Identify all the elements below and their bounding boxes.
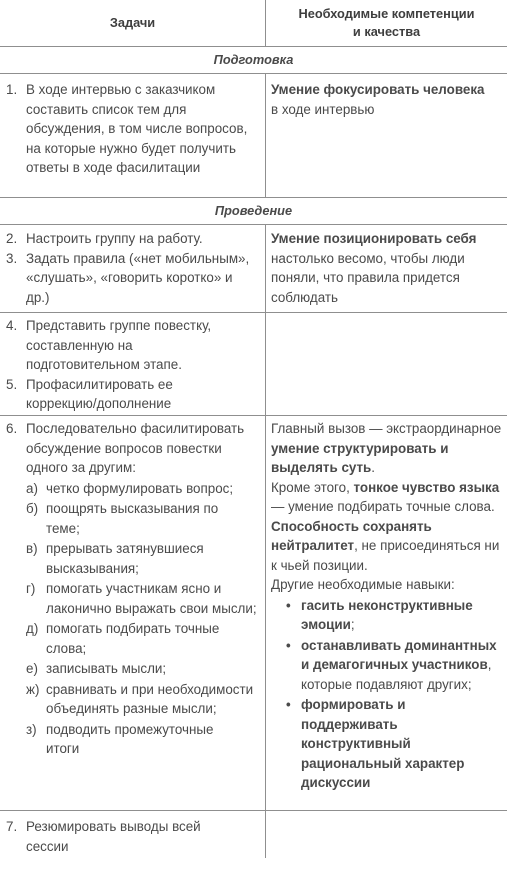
row2-tasks (6, 229, 256, 307)
task-item-7 (6, 817, 234, 856)
section-conduct: Проведение (0, 198, 507, 225)
skill-bold: останавливать доминантных и демагогичных участников (301, 637, 497, 672)
row-divider (0, 312, 507, 313)
task-item-3 (6, 249, 256, 308)
table-header (0, 0, 507, 47)
task-number: 7. (6, 819, 18, 834)
row4-tasks (6, 419, 262, 759)
row2-competencies (271, 229, 503, 307)
task-item-2 (6, 229, 256, 249)
task-text: Последовательно фасилитировать обсуждение вопросов повестки одного за другим: (26, 421, 245, 475)
subtask-letter: а) (26, 480, 38, 496)
text: Кроме этого, (271, 479, 354, 495)
text: Главный вызов — экстраординарное (271, 421, 502, 436)
row1-tasks (6, 80, 258, 178)
subtask-letter: ж) (26, 681, 40, 697)
subtask-text: записывать мысли; (46, 661, 167, 676)
subtask-text: прерывать затянувшиеся высказывания; (46, 541, 204, 576)
skill-bullet (271, 636, 505, 695)
subtask-letter: б) (26, 501, 39, 516)
competency-bold: тонкое чувство языка (353, 479, 500, 495)
header-competencies: Необходимые компетенции и качества (298, 6, 475, 39)
subtask-h (26, 720, 246, 759)
subtask-list (6, 479, 262, 759)
task-number: 2. (6, 231, 18, 246)
competency-bold: Способность сохранять нейтралитет (271, 518, 432, 553)
task-text: В ходе интервью с заказчиком составить список тем для обсуждения, в том числе вопросов, на которые нужно будет получить ответы в ходе фасилитации (26, 82, 248, 175)
subtask-text: подводить промежуточные итоги (46, 721, 214, 756)
task-number: 4. (6, 318, 18, 333)
skill-bullet (271, 695, 505, 793)
competency-paragraph (271, 575, 505, 595)
competency-paragraph (271, 478, 505, 517)
subtask-text: помогать подбирать точные слова; (46, 621, 220, 656)
competency-paragraph (271, 517, 505, 576)
task-number: 6. (6, 421, 18, 436)
subtask-text: помогать участникам ясно и лаконично выражать свои мысли; (46, 581, 257, 616)
subtask-e (26, 619, 262, 658)
task-item-1 (6, 80, 258, 178)
text: . (371, 460, 376, 475)
text: Другие необходимые навыки: (271, 577, 455, 592)
task-text: Задать правила («нет мобильным», «слушать», «говорить коротко» и др.) (26, 250, 250, 305)
skill-bullet (271, 596, 505, 635)
section-preparation: Подготовка (0, 47, 507, 74)
subtask-letter: д) (26, 621, 39, 636)
subtask-letter: з) (26, 721, 37, 737)
competency-bold: Умение позиционировать себя (271, 231, 477, 246)
task-item-6 (6, 419, 262, 478)
subtask-text: сравнивать и при необходимости объединять разные мысли; (46, 681, 254, 716)
task-number: 5. (6, 376, 18, 392)
text: , которые подавляют других; (301, 657, 492, 692)
subtask-text: поощрять высказывания по теме; (46, 501, 219, 536)
subtask-d (26, 579, 258, 618)
task-text: Профасилитировать ее коррекцию/дополнение (26, 376, 173, 411)
bullet-icon: • (286, 597, 291, 613)
subtask-a (26, 479, 262, 499)
subtask-b (26, 499, 242, 538)
row-divider (0, 415, 507, 416)
task-item-4 (6, 316, 234, 375)
task-text: Резюмировать выводы всей сессии (26, 819, 201, 854)
task-text: Настроить группу на работу. (26, 231, 203, 246)
text: ; (350, 617, 355, 632)
subtask-text: четко формулировать вопрос; (46, 480, 234, 496)
text: , не присоединяться ни к чьей позиции. (271, 538, 500, 573)
competency-bold: умение структурировать и выделять суть (271, 440, 449, 475)
skill-bold: формировать и поддерживать конструктивный рациональный характер дискуссии (301, 697, 465, 790)
task-item-5 (6, 375, 234, 414)
text: — умение подбирать точные слова. (271, 499, 495, 514)
bullet-icon: • (286, 637, 291, 653)
skill-bold: гасить неконструктивные эмоции (301, 597, 473, 632)
row-divider (0, 810, 507, 811)
subtask-f (26, 659, 262, 679)
column-divider (265, 0, 266, 858)
subtask-g (26, 680, 254, 719)
subtask-letter: е) (26, 661, 38, 676)
row4-competencies (271, 419, 505, 793)
bullet-icon: • (286, 697, 291, 712)
subtask-letter: в) (26, 541, 38, 556)
row5-tasks (6, 817, 234, 856)
row1-competencies (271, 80, 503, 119)
competency-text: настолько весомо, чтобы люди поняли, что правила придется соблюдать (271, 250, 465, 305)
competency-bold: Умение фокусировать человека (271, 82, 485, 97)
subtask-letter: г) (26, 581, 36, 596)
competency-paragraph (271, 419, 505, 478)
subtask-c (26, 539, 262, 578)
task-number: 3. (6, 250, 18, 266)
competency-text: в ходе интервью (271, 101, 375, 117)
task-text: Представить группе повестку, составленную на подготовительном этапе. (26, 318, 212, 372)
task-number: 1. (6, 82, 18, 97)
row3-tasks (6, 316, 234, 414)
header-tasks: Задачи (109, 15, 156, 30)
